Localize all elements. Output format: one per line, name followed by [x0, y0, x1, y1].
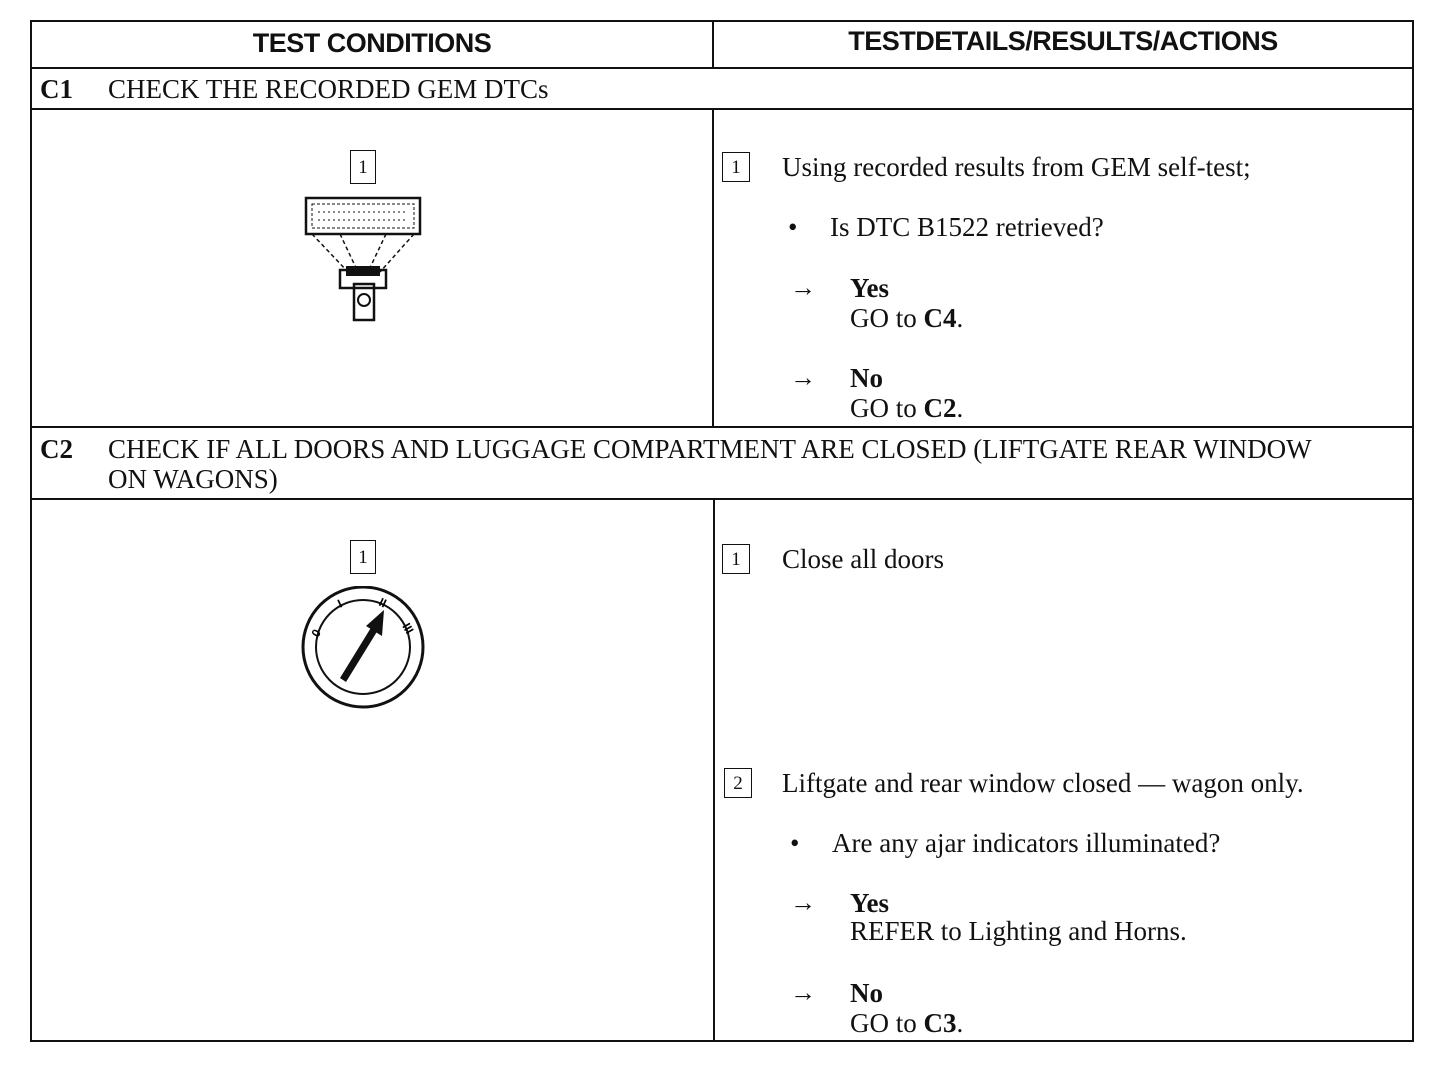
answer-action	[850, 393, 963, 423]
section-title: CHECK IF ALL DOORS AND LUGGAGE COMPARTMENT ARE CLOSED (LIFTGATE REAR WINDOW ON WAGONS)	[108, 434, 1312, 494]
c1-title-divider	[32, 108, 1412, 110]
step-text: Using recorded results from GEM self-test;	[782, 152, 1251, 182]
action-prefix: REFER to Lighting and Horns.	[850, 916, 1187, 946]
illustration-step-box: 1	[350, 540, 376, 574]
action-ref: C3	[923, 1008, 957, 1038]
answer-action	[850, 916, 1187, 946]
step-question: Is DTC B1522 retrieved?	[830, 212, 1104, 242]
answer-label: No	[850, 978, 883, 1008]
c1-column-divider	[712, 108, 714, 426]
bullet: •	[790, 828, 800, 858]
action-prefix: GO to	[850, 303, 924, 333]
step-text: Liftgate and rear window closed — wagon only.	[782, 768, 1304, 798]
header-test-conditions: TEST CONDITIONS	[252, 28, 492, 58]
switch-position-label: I	[335, 596, 345, 611]
step-text: Close all doors	[782, 544, 944, 574]
bullet: •	[788, 212, 798, 242]
step-number-box: 2	[724, 768, 752, 798]
action-suffix: .	[956, 393, 964, 423]
c2-column-divider	[713, 498, 715, 1042]
answer-label: Yes	[850, 273, 889, 303]
c2-top-divider	[32, 426, 1412, 428]
action-suffix: .	[956, 1008, 964, 1038]
header-divider	[32, 67, 1412, 69]
section-title: CHECK THE RECORDED GEM DTCs	[108, 74, 549, 104]
answer-label: No	[850, 363, 883, 393]
answer-label: Yes	[850, 888, 889, 918]
switch-position-label: II	[376, 595, 389, 611]
header-test-details: TESTDETAILS/RESULTS/ACTIONS	[848, 26, 1278, 56]
action-ref: C2	[923, 393, 957, 423]
c2-title-divider	[32, 498, 1412, 500]
arrow-icon: →	[790, 273, 816, 302]
step-number-box: 1	[722, 544, 750, 574]
diagnostic-table	[30, 20, 1414, 1042]
answer-action	[850, 1008, 963, 1038]
action-ref: C4	[923, 303, 957, 333]
action-suffix: .	[956, 303, 964, 333]
arrow-icon: →	[790, 363, 816, 392]
action-prefix: GO to	[850, 1008, 924, 1038]
section-code: C2	[40, 434, 73, 464]
switch-position-label: 0	[308, 626, 324, 640]
step-number-box: 1	[722, 152, 750, 182]
illustration-step-box: 1	[350, 150, 376, 184]
arrow-icon: →	[790, 888, 816, 917]
step-question: Are any ajar indicators illuminated?	[832, 828, 1221, 858]
scan-tool-icon	[300, 192, 430, 327]
arrow-icon: →	[790, 978, 816, 1007]
switch-position-label: III	[399, 620, 417, 637]
section-code: C1	[40, 74, 73, 104]
action-prefix: GO to	[850, 393, 924, 423]
ignition-switch-icon	[298, 586, 428, 710]
answer-action	[850, 303, 963, 333]
